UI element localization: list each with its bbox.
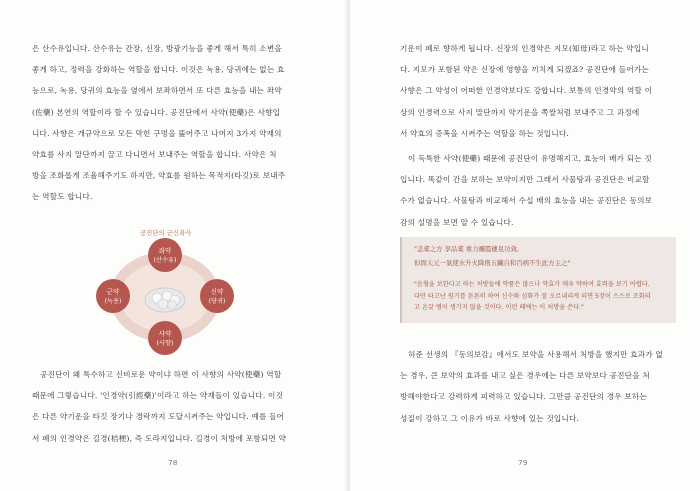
text-line: 공진단이 왜 특수하고 신비로운 약이냐 하면 이 사향의 사약(使藥) 역할: [40, 370, 282, 379]
node-right-circle: [200, 279, 234, 313]
text-line: 는 역할도 합니다.: [32, 192, 93, 202]
text-line: 다. 지모가 포함된 약은 신장에 영향을 끼치게 되겠죠? 공진단에 들어가는: [400, 65, 649, 75]
donguibogam-quote-box: [400, 237, 676, 323]
quote-line: 고 온갖 병이 생기지 않을 것이다. 이런 때에는 이 처방을 쓴다.": [414, 304, 584, 312]
text-line: 기운이 폐로 향하게 됩니다. 신장의 인경약은 지모(知母)라고 하는 약입니: [400, 44, 649, 53]
quote-line: 다만 타고난 원기를 튼튼히 하여 신수와 심화가 잘 오르내리게 되면 5장이 스스로 조화되: [414, 292, 651, 300]
node-top-label: 좌약: [158, 247, 172, 255]
node-right-sublabel: (당귀): [208, 298, 226, 305]
node-right-label: 신약: [210, 288, 224, 296]
text-line: 방해야한다고 강력하게 피력하고 있습니다. 그만큼 공진단의 경우 보하는: [400, 392, 647, 402]
node-left-sublabel: (녹용): [104, 298, 122, 305]
page-number-left: 78: [168, 458, 178, 467]
gunsinjwasa-diagram: [85, 238, 245, 356]
right-paragraph-2: [400, 148, 682, 233]
right-paragraph-3: [400, 344, 682, 429]
text-line: 니다. 사향은 개규약으로 모든 막힌 구멍을 뚫어주고 나머지 3가지 약재의: [32, 128, 282, 138]
text-line: 때문에 그렇습니다. '인경약(引經藥)'이라고 하는 약재들이 있습니다. 이것: [32, 391, 284, 401]
quote-hanja-line: 但固天元一氣使水升火降則五臟自和百病不生此方主之": [414, 259, 571, 267]
text-line: 은 다른 약기운을 타깃 장기나 경락까지 도달시켜주는 약입니다. 예를 들어: [32, 412, 285, 422]
text-line: 약효를 사지 말단까지 끌고 다니면서 보내주는 역할을 합니다. 사약은 처: [32, 150, 277, 160]
quote-translation: [414, 279, 672, 314]
node-bottom-label: 사약: [158, 330, 172, 338]
text-line: 방을 조화롭게 조율해주기도 하지만, 약효를 원하는 목적지(타깃)로 보내주: [32, 171, 286, 181]
node-bottom-circle: [148, 321, 182, 355]
text-line: (佐藥) 본연의 역할이라 할 수 있습니다. 공진단에서 사약(使藥)은 사향입: [32, 107, 281, 117]
text-line: 사향은 그 약성이 어떠한 인경약보다도 강합니다. 보통의 인경약의 역할 이: [400, 86, 653, 96]
node-top-sublabel: (산수유): [153, 257, 177, 264]
text-line: 감의 설명을 보면 알 수 있습니다.: [400, 217, 514, 227]
quote-hanja-line: "盖稟之方 享品稟 重力禰霞穗見功效,: [414, 245, 519, 253]
text-line: 은 산수유입니다. 산수유는 간장, 신장, 방광기능을 좋게 해서 특히 소변을: [32, 44, 282, 53]
text-line: 능으로, 녹용, 당귀의 효능을 옆에서 보좌하면서 또 다른 효능을 내는 좌약: [32, 86, 282, 96]
node-left-label: 군약: [106, 288, 120, 296]
text-line: 는 경우, 큰 보약의 효과를 내고 싶은 경우에는 다른 보약보다 공진단을 처: [400, 371, 650, 381]
text-line: 좋게 하고, 정력을 강화하는 역할을 합니다. 이것은 녹용, 당귀에는 없는 효: [32, 65, 285, 75]
text-line: 서 폐의 인경약은 길경(桔梗), 즉 도라지입니다. 길경이 처방에 포함되면 약: [32, 433, 287, 443]
quote-line: "음혈을 보한다고 하는 처방들에 약품은 많으나 약효가 매우 약하여 효력을 보기 어렵다.: [414, 281, 650, 288]
left-paragraph-2: [32, 364, 314, 449]
text-line: 수가 없습니다. 사물탕과 비교해서 수십 배의 효능을 내는 공진단은 동의보: [400, 196, 653, 206]
text-line: 성질이 강하고 그 이유가 바로 사향에 있는 것입니다.: [400, 413, 580, 423]
text-line: 이 독특한 사약(使藥) 때문에 공진단이 유명해지고, 효능이 배가 되는 것: [408, 154, 652, 163]
left-paragraph-1: [32, 38, 314, 208]
text-line: 허준 선생의 『동의보감』에서도 보약을 사용해서 처방을 했지만 효과가 없: [408, 350, 664, 359]
node-top-circle: [148, 238, 182, 272]
diagram-title: 공진단의 군신좌사: [140, 229, 192, 237]
text-line: 상의 인경력으로 사지 말단까지 약기운을 쪽쌀처럼 보내주고 그 과정에: [400, 107, 640, 117]
node-left-circle: [96, 279, 130, 313]
right-paragraph-1: [400, 38, 682, 144]
text-line: 서 약효의 증폭을 시켜주는 역할을 하는 것입니다.: [400, 128, 570, 138]
text-line: 입니다. 똑같이 간을 보하는 보약이지만 그래서 사물탕과 공진단은 비교할: [400, 175, 650, 185]
node-bottom-sublabel: (사향): [156, 340, 174, 347]
page-number-right: 79: [518, 458, 528, 467]
